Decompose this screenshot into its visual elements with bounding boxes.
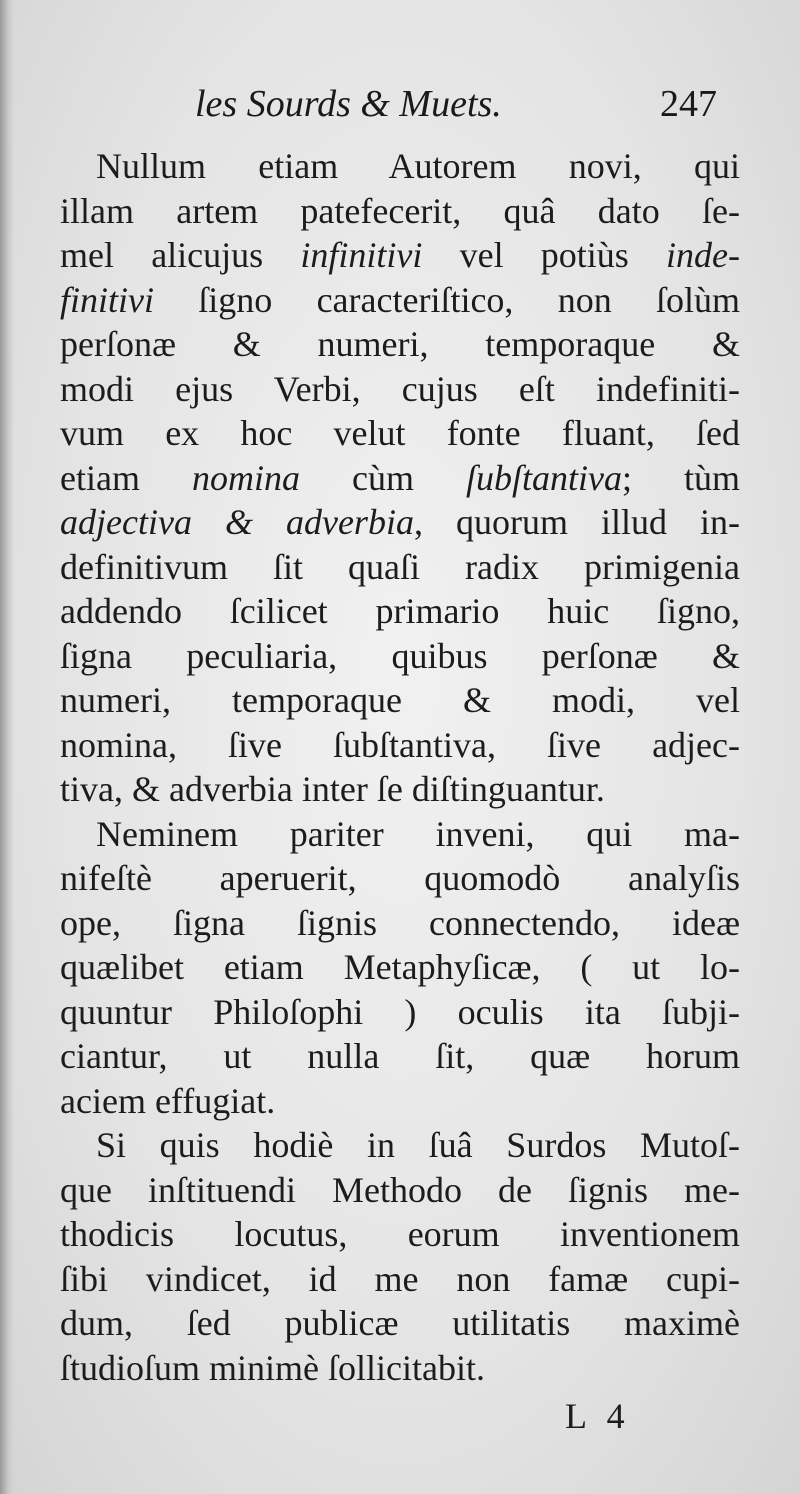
- text-line: Nullum etiam Autorem novi, qui: [96, 146, 740, 186]
- text-span: ; tùm: [621, 457, 740, 498]
- text-line: ope, ſigna ſignis connectendo, ideæ: [60, 902, 740, 943]
- page-number: 247: [660, 83, 717, 125]
- text-line: ſtudioſum minimè ſollicitabit.: [60, 1347, 485, 1388]
- text-line: definitivum ſit quaſi radix primigenia: [60, 546, 740, 587]
- text-line: Neminem pariter inveni, qui ma-: [96, 813, 740, 854]
- italic-span: adjectiva & adverbia: [60, 502, 414, 542]
- body-text: [60, 144, 740, 1390]
- italic-span: nomina: [191, 457, 300, 498]
- page-gutter-shadow: [0, 0, 14, 1494]
- text-line: nomina, ſive ſubſtantiva, ſive adjec-: [60, 724, 740, 765]
- text-line: Si quis hodiè in ſuâ Surdos Mutoſ-: [96, 1125, 740, 1165]
- italic-span: finitivi: [60, 279, 154, 320]
- text-line: que inſtituendi Methodo de ſignis me-: [60, 1169, 740, 1210]
- text-line: perſonæ & numeri, temporaque &: [60, 324, 740, 364]
- text-line: dum, ſed publicæ utilitatis maximè: [60, 1303, 740, 1343]
- text-line: ciantur, ut nulla ſit, quæ horum: [60, 1036, 740, 1076]
- running-head: [0, 72, 800, 132]
- text-line: nifeſtè aperuerit, quomodò analyſis: [60, 858, 740, 898]
- text-line: tiva, & adverbia inter ſe diſtinguantur.: [60, 769, 605, 809]
- text-line: [60, 500, 740, 545]
- text-span: etiam: [60, 457, 192, 498]
- text-line: modi ejus Verbi, cujus eſt indefiniti-: [60, 368, 740, 409]
- text-line: quælibet etiam Metaphyſicæ, ( ut lo-: [60, 947, 740, 987]
- text-span: ſigno caracteriſtico, non ſolùm: [154, 279, 740, 320]
- text-line: numeri, temporaque & modi, vel: [60, 680, 740, 720]
- text-line: aciem effugiat.: [60, 1080, 276, 1121]
- text-span: vel potiùs: [422, 235, 667, 275]
- italic-span: ſubſtantiva: [465, 457, 622, 498]
- text-line: vum ex hoc velut fonte fluant, ſed: [60, 413, 740, 453]
- text-line: [60, 233, 740, 278]
- text-span: cùm: [299, 457, 466, 498]
- text-line: [60, 456, 740, 501]
- signature-mark: L 4: [565, 1396, 631, 1436]
- text-line: illam artem patefecerit, quâ dato ſe-: [60, 190, 740, 231]
- text-line: quuntur Philoſophi ) oculis ita ſubji-: [60, 991, 740, 1032]
- text-line: thodicis locutus, eorum inventionem: [60, 1214, 740, 1254]
- text-line: [60, 278, 740, 323]
- text-span: , quorum illud in-: [413, 502, 740, 542]
- running-head-title: les Sourds & Muets.: [195, 83, 502, 125]
- text-line: ſibi vindicet, id me non famæ cupi-: [60, 1258, 740, 1299]
- text-line: addendo ſcilicet primario huic ſigno,: [60, 591, 740, 631]
- italic-span: inde-: [666, 235, 740, 275]
- text-line: ſigna peculiaria, quibus perſonæ &: [60, 635, 740, 676]
- italic-span: infinitivi: [300, 235, 423, 275]
- text-span: mel alicujus: [60, 235, 301, 275]
